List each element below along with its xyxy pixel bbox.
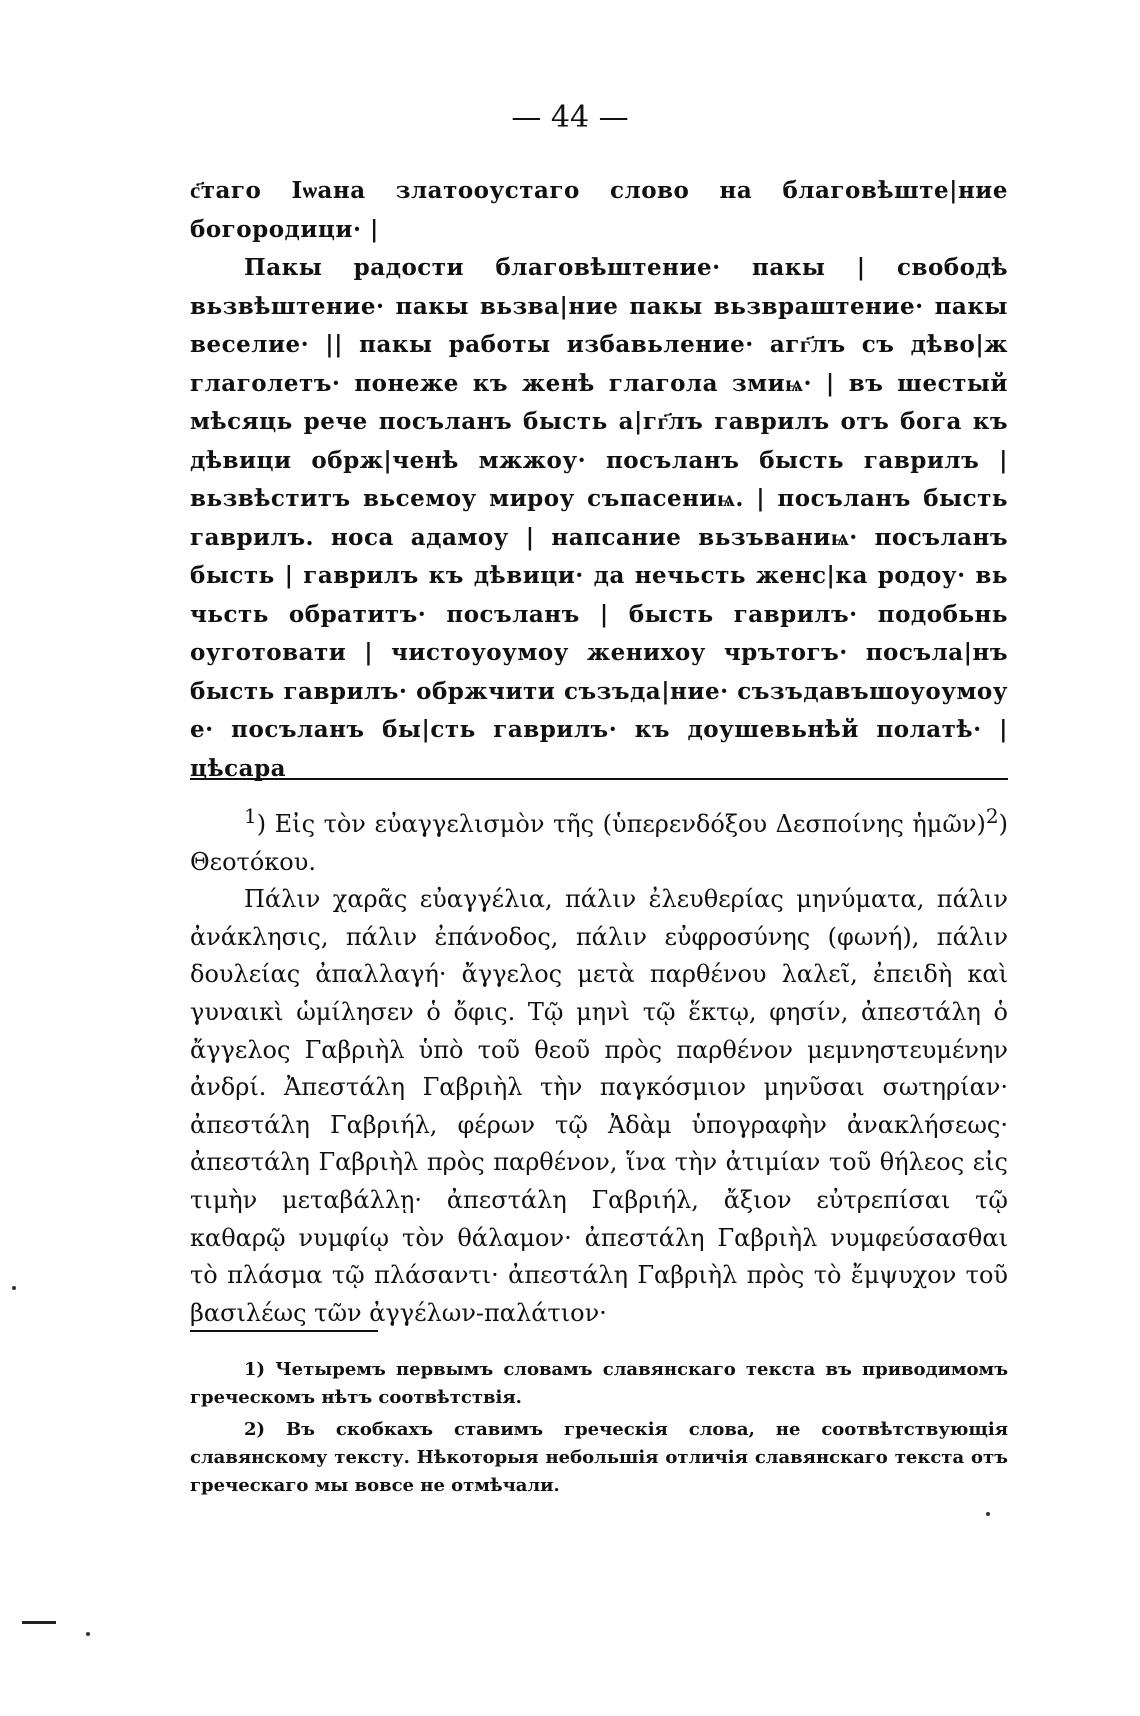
slavonic-paragraph: Пакы радости благовѣштение· пакы | свободѣ вьзвѣштение· пакы вьзва|ние пакы вьзвраштение· пакы веселие· || пакы работы избавьление· агг҃лъ съ дѣво|ж глаголетъ· понеже къ женѣ глагола змиѩ· | въ шестый мѣсяць рече посъланъ бысть а|гг҃лъ гаврилъ отъ бога къ дѣвици обрж|ченѣ мжжоу· посъланъ бысть гаврилъ | вьзвѣститъ вьсемоу мироу съпасениѩ. | посъланъ бысть гаврилъ. носа адамоу | напсание вьзъваниѩ· посъланъ бысть | гаврилъ къ дѣвици· да нечьсть женс|ка родоу· вь чьсть обратитъ· посъланъ | бысть гаврилъ· подобьнь оуготовати | чистоуоумоу женихоу чрътогъ· посъла|нъ бысть гаврилъ· обржчити съзъда|ние· съзъдавъшоуоумоу е· посъланъ бы|сть гаврилъ· къ доушевьнѣй полатѣ· | цѣсара [190, 254, 1008, 782]
footnote-1: 1) Четыремъ первымъ словамъ славянскаго текста въ приводимомъ греческомъ нѣтъ соотвѣтствія. [190, 1359, 1008, 1408]
greek-title-end: Θεοτόκου. [190, 847, 316, 876]
greek-text [190, 798, 1008, 1332]
slavonic-text [190, 172, 1008, 788]
footnote-ref-2: 2 [985, 804, 999, 828]
greek-paragraph: Πάλιν χαρᾶς εὐαγγέλια, πάλιν ἐλευθερίας μηνύματα, πάλιν ἀνάκλησις, πάλιν ἐπάνοδος, πάλιν εὐφροσύνης (φωνή), πάλιν δουλείας ἀπαλλαγή· ἄγγελος μετὰ παρθένου λαλεῖ, ἐπειδὴ καὶ γυναικὶ ὡμίλησεν ὁ ὄφις. Τῷ μηνὶ τῷ ἕκτῳ, φησίν, ἀπεστάλη ὁ ἄγγελος Γαβριὴλ ὑπὸ τοῦ θεοῦ πρὸς παρθένον μεμνηστευμένην ἀνδρί. Ἀπεστάλη Γαβριὴλ τὴν παγκόσμιον μηνῦσαι σωτηρίαν· ἀπεστάλη Γαβριήλ, φέρων τῷ Ἀδὰμ ὑπογραφὴν ἀνακλήσεως· ἀπεστάλη Γαβριὴλ πρὸς παρθένον, ἵνα τὴν ἀτιμίαν τοῦ θήλεος εἰς τιμὴν μεταβάλλῃ· ἀπεστάλη Γαβριήλ, ἄξιον εὐτρεπίσαι τῷ καθαρῷ νυμφίῳ τὸν θάλαμον· ἀπεστάλη Γαβριὴλ νυμφεύσασθαι τὸ πλάσμα τῷ πλάσαντι· ἀπεστάλη Γαβριὴλ πρὸς τὸ ἔμψυχον τοῦ βασιλέως τῶν ἀγγέλων-παλάτιον· [190, 885, 1008, 1327]
slavonic-heading: с҃таго Іѡана златооустаго слово на благовѣште|ние богородици· | [190, 177, 1008, 243]
margin-mark [22, 1621, 56, 1624]
page-number: — 44 — [511, 100, 629, 135]
footnote-2: 2) Въ скобкахъ ставимъ греческія слова, не соотвѣтствующія славянскому тексту. Нѣкоторыя небольшія отличія славянскаго текста отъ греческаго мы вовсе не отмѣчали. [190, 1419, 1008, 1496]
section-divider [190, 778, 1008, 780]
footnote-ref-1: 1 [244, 804, 257, 828]
greek-heading: $^1$) Εἰς τὸν εὐαγγελισμὸν τῆς (ὑπερενδόξου Δεσποίνης ἡμῶν)$^2$) Θεοτόκου. [190, 804, 1008, 876]
footnote-divider [190, 1330, 378, 1332]
greek-title: Εἰς τὸν εὐαγγελισμὸν τῆς (ὑπερενδόξου Δεσποίνης ἡμῶν) [274, 810, 986, 838]
margin-speck [986, 1512, 990, 1516]
footnotes [190, 1356, 1008, 1504]
margin-speck [86, 1632, 90, 1636]
margin-speck [12, 1286, 16, 1290]
